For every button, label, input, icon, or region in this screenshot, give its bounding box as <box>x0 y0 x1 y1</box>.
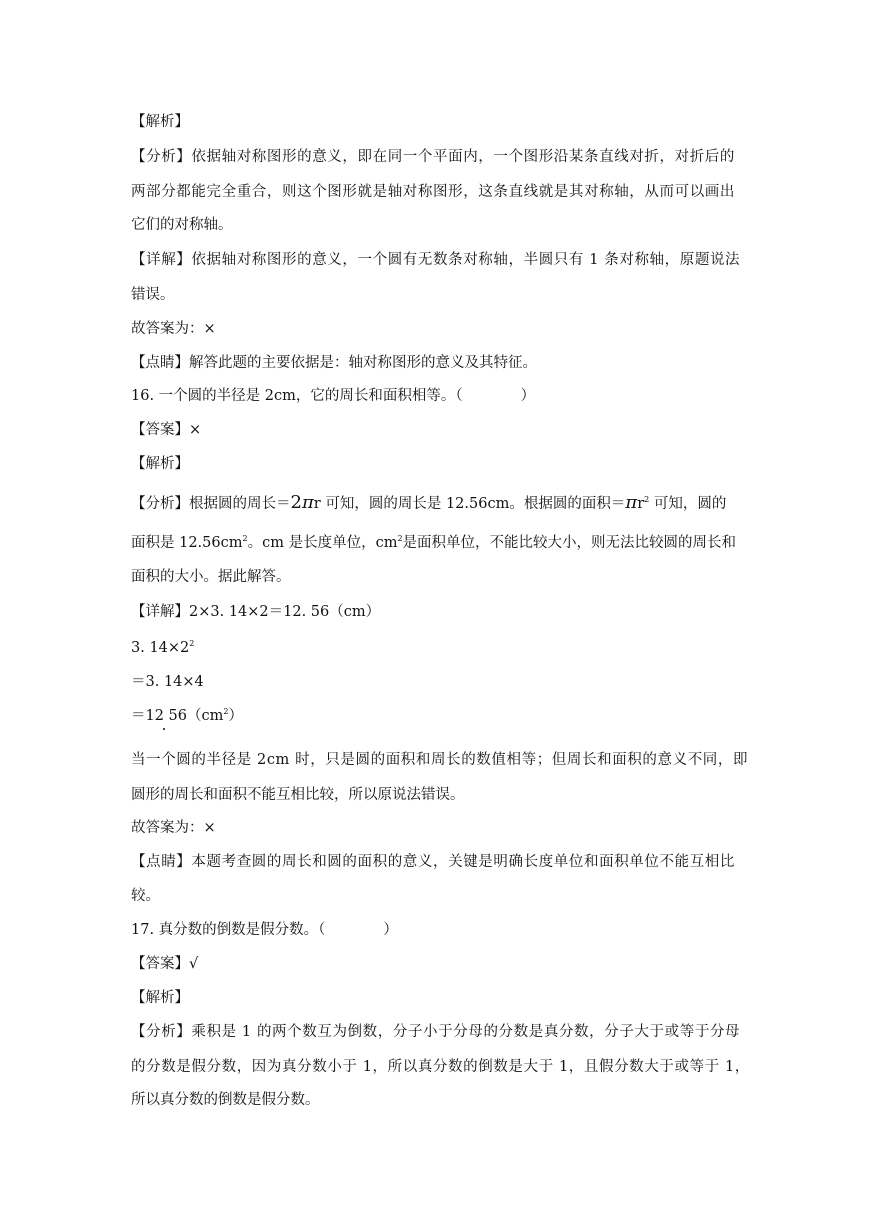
superscript: 2 <box>242 534 248 543</box>
analysis-text: 面积的大小。据此解答。 <box>131 569 291 585</box>
detail-text: 错误。 <box>131 287 175 303</box>
comment-text: 【点睛】解答此题的主要依据是：轴对称图形的意义及其特征。 <box>131 355 537 371</box>
analysis-text: 所以真分数的倒数是假分数。 <box>131 1092 320 1108</box>
superscript: 2 <box>223 707 229 716</box>
analysis-text: 。cm 是长度单位，cm <box>247 535 398 551</box>
answer-line: 故答案为：× <box>131 820 216 836</box>
analysis-text: 可知，圆的周长是 12.56cm。根据圆的面积＝ <box>320 496 626 512</box>
calc-line <box>131 638 194 658</box>
analysis-text: 面积是 12.56cm <box>131 535 243 551</box>
answer-17: 【答案】√ <box>131 956 199 972</box>
pi-symbol: π <box>301 492 314 513</box>
analysis-text: 可知，圆的 <box>649 496 727 512</box>
superscript: 2 <box>397 534 403 543</box>
conclusion-text: 圆形的周长和面积不能互相比较，所以原说法错误。 <box>131 787 465 803</box>
comment-text: 较。 <box>131 888 160 904</box>
analysis-text: 【分析】依据轴对称图形的意义，即在同一个平面内，一个图形沿某条直线对折，对折后的 <box>131 149 735 165</box>
question-16: 16. 一个圆的半径是 2cm，它的周长和面积相等。（ ） <box>131 388 536 404</box>
detail-text: 【详解】依据轴对称图形的意义，一个圆有无数条对称轴，半圆只有 1 条对称轴，原题说法 <box>131 252 741 268</box>
section-heading-jiexi: 【解析】 <box>131 456 189 472</box>
analysis-units-line <box>131 533 736 553</box>
calc-line: 【详解】2×3. 14×2＝12. 56（cm） <box>131 604 381 620</box>
pi-symbol: π <box>625 492 638 513</box>
calc-text: 3. 14×2 <box>131 640 190 656</box>
superscript: 2 <box>189 639 195 648</box>
conclusion-text: 当一个圆的半径是 2cm 时，只是圆的面积和周长的数值相等；但周长和面积的意义不同，即 <box>131 752 749 768</box>
stray-dot-mark <box>163 728 165 730</box>
answer-line: 故答案为：× <box>131 321 216 337</box>
analysis-formula-line <box>131 493 726 514</box>
formula-variable: r <box>313 496 321 512</box>
section-heading-jiexi: 【解析】 <box>131 114 189 130</box>
calc-text: ＝12 56（cm <box>131 708 224 724</box>
analysis-text: 是面积单位，不能比较大小，则无法比较圆的周长和 <box>402 535 737 551</box>
analysis-text: 【分析】乘积是 1 的两个数互为倒数，分子小于分母的分数是真分数，分子大于或等于分母 <box>131 1024 741 1040</box>
analysis-text: 它们的对称轴。 <box>131 217 233 233</box>
section-heading-jiexi: 【解析】 <box>131 990 189 1006</box>
calc-text: ） <box>228 708 243 724</box>
question-17: 17. 真分数的倒数是假分数。（ ） <box>131 922 398 938</box>
formula-coefficient: 2 <box>290 492 302 513</box>
analysis-text: 两部分都能完全重合，则这个图形就是轴对称图形，这条直线就是其对称轴，从而可以画出 <box>131 184 735 200</box>
formula-variable: r <box>637 496 645 512</box>
comment-text: 【点睛】本题考查圆的周长和圆的面积的意义，关键是明确长度单位和面积单位不能互相比 <box>131 854 735 870</box>
superscript: 2 <box>644 495 650 504</box>
answer-16: 【答案】× <box>131 422 202 438</box>
analysis-text: 【分析】根据圆的周长＝ <box>131 496 291 512</box>
analysis-text: 的分数是假分数，因为真分数小于 1，所以真分数的倒数是大于 1，且假分数大于或等于 1， <box>131 1059 750 1075</box>
calc-line: ＝3. 14×4 <box>131 674 204 690</box>
calc-line <box>131 706 243 726</box>
